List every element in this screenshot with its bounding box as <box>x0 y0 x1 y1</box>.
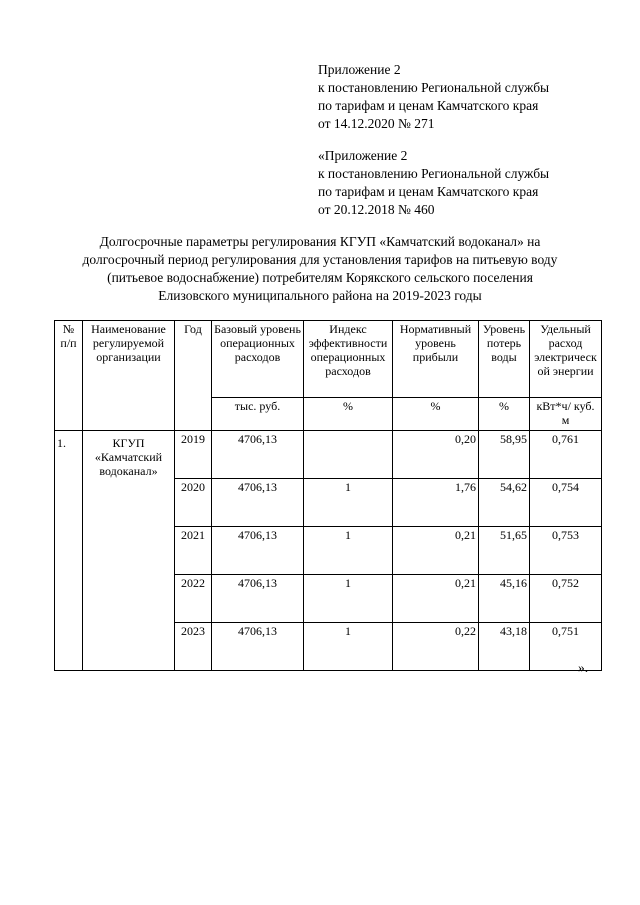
header-base: Базовый уровень операционных расходов <box>212 321 304 398</box>
cell-year: 2019 <box>175 431 212 479</box>
unit-loss: % <box>479 398 530 431</box>
unit-energy: кВт*ч/ куб. м <box>530 398 602 431</box>
cell-base: 4706,13 <box>212 623 304 671</box>
title-line: Елизовского муниципального района на 2019-2023 годы <box>158 288 482 303</box>
title-line: (питьевое водоснабжение) потребителям Корякского сельского поселения <box>107 270 533 285</box>
unit-profit: % <box>393 398 479 431</box>
appendix-line: по тарифам и ценам Камчатского края <box>318 98 539 113</box>
cell-loss: 51,65 <box>479 527 530 575</box>
closing-quote: ». <box>578 660 589 675</box>
appendix-line: «Приложение 2 <box>318 148 408 163</box>
cell-profit: 0,21 <box>393 527 479 575</box>
appendix-header-original <box>318 147 549 219</box>
unit-index: % <box>304 398 393 431</box>
cell-loss: 43,18 <box>479 623 530 671</box>
cell-energy: 0,761 <box>530 431 602 479</box>
parameters-table <box>54 320 602 671</box>
header-index: Индекс эффективности операционных расходов <box>304 321 393 398</box>
unit-base: тыс. руб. <box>212 398 304 431</box>
appendix-line: к постановлению Региональной службы <box>318 80 550 95</box>
cell-profit: 0,20 <box>393 431 479 479</box>
table-row <box>55 431 602 479</box>
header-profit: Нормативный уровень прибыли <box>393 321 479 398</box>
header-loss: Уровень потерь воды <box>479 321 530 398</box>
org-name: КГУП «Камчатский водоканал» <box>83 431 175 671</box>
cell-profit: 0,22 <box>393 623 479 671</box>
cell-loss: 54,62 <box>479 479 530 527</box>
cell-year: 2022 <box>175 575 212 623</box>
cell-index: 1 <box>304 479 393 527</box>
cell-index: 1 <box>304 623 393 671</box>
cell-energy: 0,754 <box>530 479 602 527</box>
cell-index: 1 <box>304 527 393 575</box>
cell-base: 4706,13 <box>212 575 304 623</box>
header-year: Год <box>175 321 212 431</box>
cell-profit: 0,21 <box>393 575 479 623</box>
cell-index <box>304 431 393 479</box>
table-header-row <box>55 321 602 398</box>
appendix-line: к постановлению Региональной службы <box>318 166 550 181</box>
title-line: Долгосрочные параметры регулирования КГУП «Камчатский водоканал» на <box>99 234 541 249</box>
cell-energy: 0,753 <box>530 527 602 575</box>
cell-profit: 1,76 <box>393 479 479 527</box>
cell-base: 4706,13 <box>212 479 304 527</box>
appendix-line: от 14.12.2020 № 271 <box>318 116 435 131</box>
appendix-header-current <box>318 61 549 133</box>
header-org: Наименование регулируемой организации <box>83 321 175 431</box>
cell-loss: 58,95 <box>479 431 530 479</box>
header-energy: Удельный расход электрическ ой энергии <box>530 321 602 398</box>
title-line: долгосрочный период регулирования для установления тарифов на питьевую воду <box>82 252 558 267</box>
cell-energy: 0,751 <box>530 623 602 671</box>
header-num: № п/п <box>55 321 83 431</box>
cell-year: 2020 <box>175 479 212 527</box>
document-title <box>40 233 600 305</box>
appendix-line: по тарифам и ценам Камчатского края <box>318 184 539 199</box>
appendix-line: от 20.12.2018 № 460 <box>318 202 435 217</box>
cell-energy: 0,752 <box>530 575 602 623</box>
cell-index: 1 <box>304 575 393 623</box>
appendix-line: Приложение 2 <box>318 62 401 77</box>
row-number: 1. <box>55 431 83 671</box>
cell-loss: 45,16 <box>479 575 530 623</box>
cell-year: 2021 <box>175 527 212 575</box>
cell-base: 4706,13 <box>212 527 304 575</box>
cell-year: 2023 <box>175 623 212 671</box>
cell-base: 4706,13 <box>212 431 304 479</box>
